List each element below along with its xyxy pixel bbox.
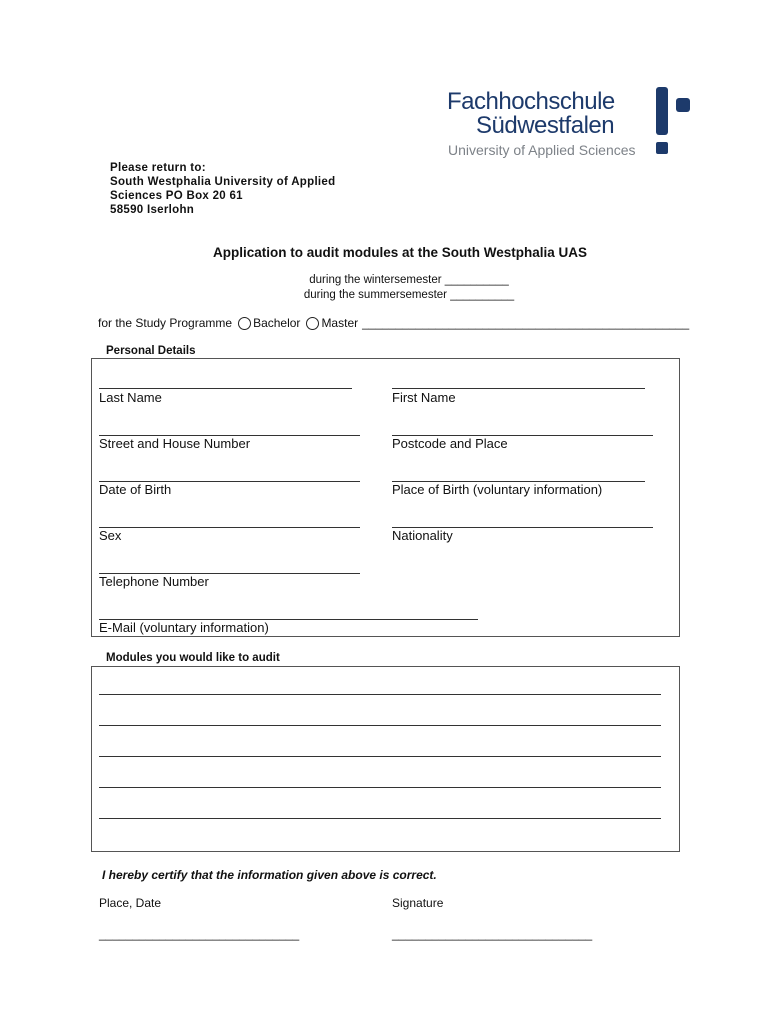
sex-field[interactable] bbox=[99, 527, 360, 528]
modules-heading: Modules you would like to audit bbox=[106, 652, 280, 664]
bachelor-radio[interactable] bbox=[238, 317, 251, 330]
logo-line2: Südwestfalen bbox=[476, 112, 615, 139]
return-address bbox=[110, 161, 335, 217]
sex-label: Sex bbox=[99, 528, 122, 543]
street-label: Street and House Number bbox=[99, 436, 251, 451]
return-line1: South Westphalia University of Applied bbox=[110, 176, 336, 188]
telephone-label: Telephone Number bbox=[99, 574, 209, 589]
master-programme-field[interactable]: _________________________________________________ bbox=[362, 316, 690, 330]
dob-label: Date of Birth bbox=[99, 482, 172, 497]
postcode-label: Postcode and Place bbox=[392, 436, 508, 451]
personal-details-heading: Personal Details bbox=[106, 345, 196, 357]
first-name-field[interactable] bbox=[392, 388, 645, 389]
logo-line1: Fachhochschule bbox=[447, 88, 615, 115]
nationality-label: Nationality bbox=[392, 528, 453, 543]
signature-label: Signature bbox=[392, 896, 444, 910]
return-line3: 58590 Iserlohn bbox=[110, 204, 195, 216]
summersemester-line[interactable]: during the summersemester __________ bbox=[303, 289, 515, 301]
logo-exclamation-dot bbox=[656, 142, 668, 154]
place-date-field[interactable]: ______________________________ bbox=[99, 927, 300, 941]
signature-field[interactable]: ______________________________ bbox=[392, 927, 593, 941]
return-heading: Please return to: bbox=[110, 162, 206, 174]
module-line-1[interactable] bbox=[99, 694, 661, 695]
logo-square-mark bbox=[676, 98, 690, 112]
last-name-label: Last Name bbox=[99, 390, 162, 405]
module-line-2[interactable] bbox=[99, 725, 661, 726]
module-line-5[interactable] bbox=[99, 818, 661, 819]
wintersemester-line[interactable]: during the wintersemester __________ bbox=[309, 274, 509, 286]
form-title: Application to audit modules at the South Westphalia UAS bbox=[212, 245, 588, 260]
last-name-field[interactable] bbox=[99, 388, 352, 389]
study-programme-label: for the Study Programme bbox=[98, 316, 233, 330]
return-line2: Sciences PO Box 20 61 bbox=[110, 190, 243, 202]
email-label: E-Mail (voluntary information) bbox=[99, 620, 269, 635]
module-line-4[interactable] bbox=[99, 787, 661, 788]
bachelor-label: Bachelor bbox=[253, 316, 301, 330]
module-line-3[interactable] bbox=[99, 756, 661, 757]
personal-details-box bbox=[91, 358, 680, 637]
study-programme-row bbox=[98, 316, 689, 330]
logo-exclamation-bar bbox=[656, 87, 668, 135]
certification-statement: I hereby certify that the information given above is correct. bbox=[102, 868, 437, 882]
place-date-label: Place, Date bbox=[99, 896, 162, 910]
first-name-label: First Name bbox=[392, 390, 456, 405]
master-radio[interactable] bbox=[306, 317, 319, 330]
logo-subtitle: University of Applied Sciences bbox=[448, 142, 636, 158]
master-label: Master bbox=[321, 316, 359, 330]
pob-label: Place of Birth (voluntary information) bbox=[392, 482, 603, 497]
